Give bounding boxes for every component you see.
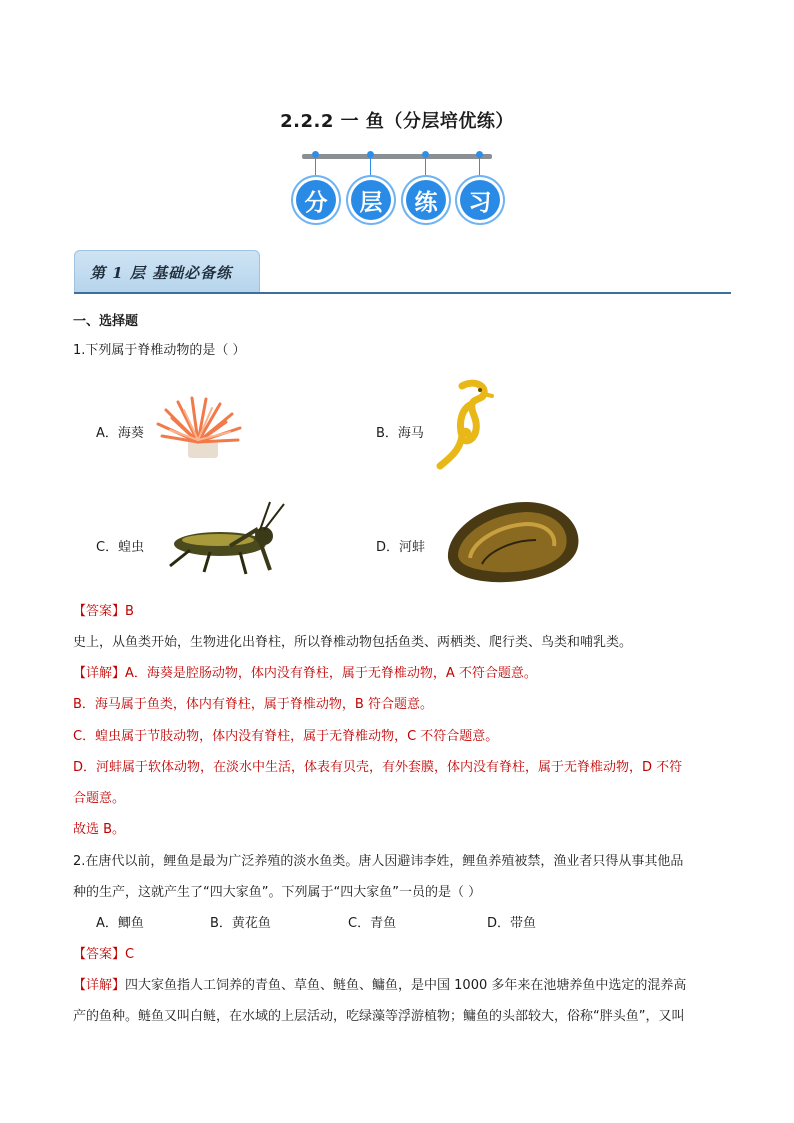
- q2-option-c: C．青鱼: [348, 916, 397, 931]
- banner-stem: [370, 158, 371, 178]
- q2-answer: C: [125, 947, 135, 962]
- q1-detail-a: A．海葵是腔肠动物，体内没有脊柱，属于无脊椎动物，A 不符合题意。: [125, 666, 537, 681]
- answer-tag: 【答案】: [73, 604, 126, 619]
- banner-stem: [479, 158, 480, 178]
- q1-note: 史上，从鱼类开始，生物进化出脊柱，所以脊椎动物包括鱼类、两栖类、爬行类、鸟类和哺乳类。: [73, 635, 633, 650]
- q1-answer: B: [125, 604, 134, 619]
- banner-rail: [302, 154, 492, 159]
- grasshopper-image: [160, 500, 286, 580]
- banner-pin: [422, 151, 429, 158]
- q2-option-d: D．带鱼: [487, 916, 537, 931]
- level-header: [74, 250, 260, 293]
- q1-detail-a-line: [73, 664, 537, 684]
- answer-tag: 【答案】: [73, 947, 126, 962]
- q2-option-b: B．黄花鱼: [210, 916, 271, 931]
- detail-tag: 【详解】: [73, 978, 126, 993]
- banner-char-4: 习: [457, 177, 503, 223]
- q1-answer-line: [73, 602, 134, 622]
- banner-char-3: 练: [403, 177, 449, 223]
- q1-option-b: B．海马: [376, 426, 424, 441]
- banner-stem: [425, 158, 426, 178]
- banner-char-1: 分: [293, 177, 339, 223]
- q1-stem: 1.下列属于脊椎动物的是（ ）: [73, 343, 246, 358]
- seahorse-image: [432, 378, 494, 472]
- q1-detail-b: B．海马属于鱼类，体内有脊柱，属于脊椎动物，B 符合题意。: [73, 697, 433, 712]
- q1-option-d: D．河蚌: [376, 540, 426, 555]
- q2-stem-line2: 种的生产，这就产生了“四大家鱼”。下列属于“四大家鱼”一员的是（ ）: [73, 885, 482, 900]
- mussel-image: [442, 498, 584, 586]
- q1-detail-d-line1: D．河蚌属于软体动物，在淡水中生活，体表有贝壳，有外套膜，体内没有脊柱，属于无脊椎动物，D 不符: [73, 760, 683, 775]
- banner-pin: [312, 151, 319, 158]
- q1-conclusion: 故选 B。: [73, 822, 126, 837]
- banner-pin: [476, 151, 483, 158]
- q2-detail-1: 四大家鱼指人工饲养的青鱼、草鱼、鲢鱼、鳙鱼，是中国 1000 多年来在池塘养鱼中选定的混养高: [125, 978, 687, 993]
- q1-detail-c: C．蝗虫属于节肢动物，体内没有脊柱，属于无脊椎动物，C 不符合题意。: [73, 729, 499, 744]
- detail-tag: 【详解】: [73, 666, 126, 681]
- sea-anemone-image: [152, 396, 244, 462]
- level-label: 第 1 层 基础必备练: [90, 264, 233, 282]
- banner-pin: [367, 151, 374, 158]
- q2-option-a: A．鲫鱼: [96, 916, 144, 931]
- q2-answer-line: [73, 945, 134, 965]
- page-title: 2.2.2 一 鱼（分层培优练）: [280, 111, 514, 132]
- q1-option-c: C．蝗虫: [96, 540, 145, 555]
- banner-char-2: 层: [348, 177, 394, 223]
- q2-detail-line2: 产的鱼种。鲢鱼又叫白鲢，在水域的上层活动，吃绿藻等浮游植物；鳙鱼的头部较大，俗称“胖头鱼”，又叫: [73, 1009, 685, 1024]
- q1-option-a: A．海葵: [96, 426, 144, 441]
- q2-stem-line1: 2.在唐代以前，鲤鱼是最为广泛养殖的淡水鱼类。唐人因避讳李姓，鲤鱼养殖被禁，渔业者只得从事其他品: [73, 854, 684, 869]
- section-heading: 一、选择题: [73, 314, 139, 329]
- section-banner: [290, 148, 505, 228]
- level-divider: [74, 292, 731, 294]
- q1-detail-d-line2: 合题意。: [73, 791, 126, 806]
- q2-detail-line1: [73, 976, 686, 996]
- banner-stem: [315, 158, 316, 178]
